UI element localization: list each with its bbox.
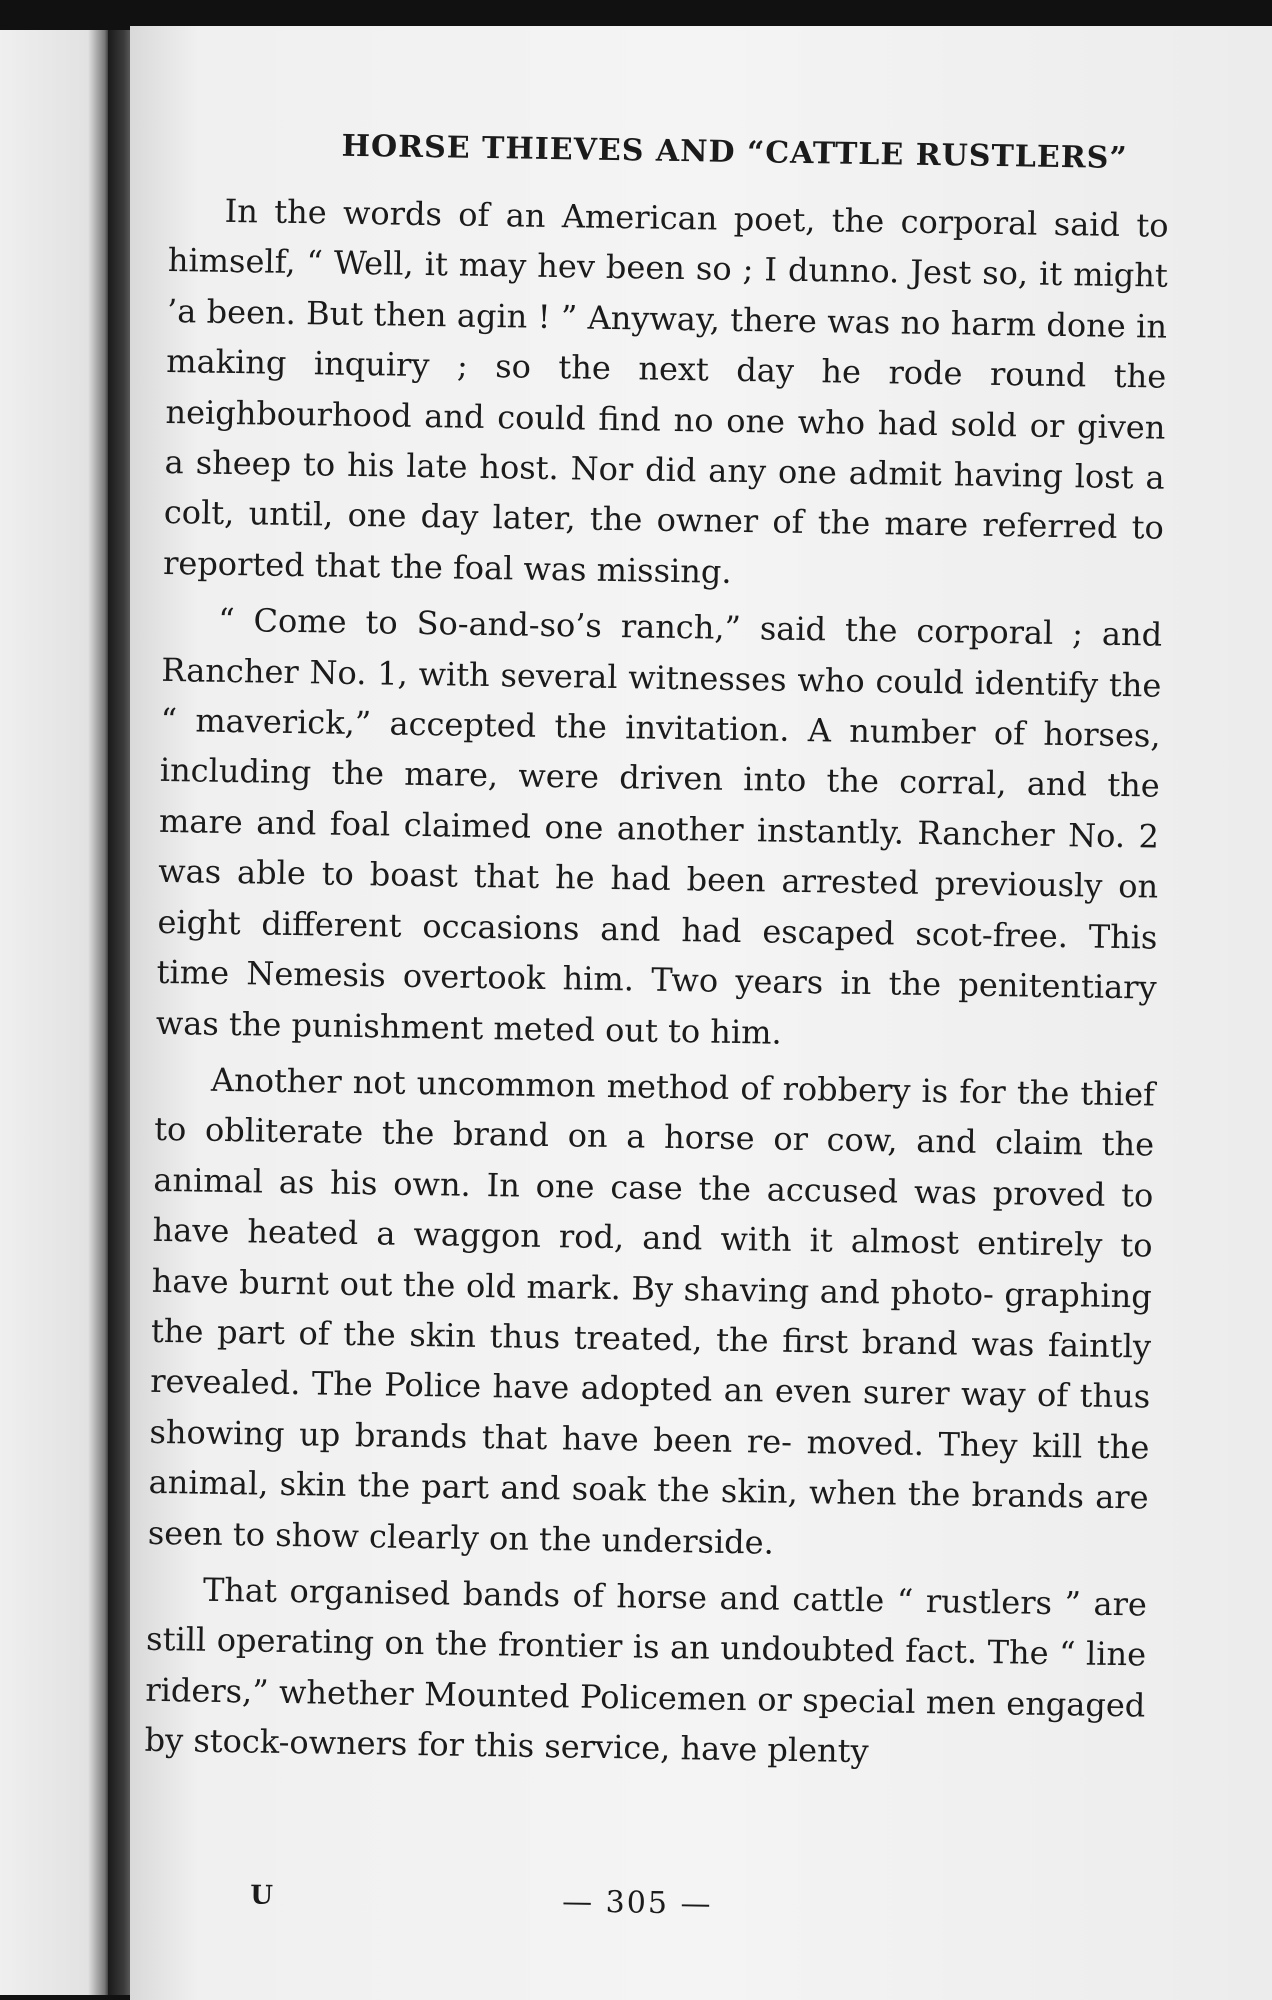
page-content <box>144 126 1170 1922</box>
paragraph: That organised bands of horse and cattle “ rustlers ” are still operating on the frontier is an undoubted fact. The “ line riders,” whether Mounted Policemen or special men engaged by stock-owners for this service, have plenty <box>144 1570 1148 1771</box>
signature-mark: U <box>249 1880 274 1911</box>
paragraph: In the words of an American poet, the corporal said to himself, “ Well, it may hev been so ; I dunno. Jest so, it might ’a been. But then agin ! ” Anyway, there was no harm done in making inquiry ; so the next day he rode round the neighbourhood and could find no one who had sold or given a sheep to his late host. Nor did any one admit having lost a colt, until, one day later, the owner of the mare referred to reported that the foal was missing. <box>162 191 1169 591</box>
facing-page-edge <box>0 30 110 1995</box>
running-head: HORSE THIEVES AND “CATTLE RUSTLERS” <box>341 128 1128 177</box>
paragraph: Another not uncommon method of robbery is for the thief to obliterate the brand on a horse or cow, and claim the animal as his own. In one case the accused was proved to have heated a waggon rod, and with it almost entirely to have burnt out the old mark. By shaving and photo- graphing the part of the skin thus treated, the first brand was faintly revealed. The Police have adopted an even surer way of thus showing up brands that have been re- moved. They kill the animal, skin the part and soak the skin, when the brands are seen to show clearly on the underside. <box>147 1060 1156 1562</box>
book-page <box>130 26 1272 2000</box>
paragraph: “ Come to So-and-so’s ranch,” said the corporal ; and Rancher No. 1, with several witnesses who could identify the “ maverick,” accepted the invitation. A number of horses, including the mare, were driven into the corral, and the mare and foal claimed one another instantly. Rancher No. 2 was able to boast that he had been arrested previously on eight different occasions and had escaped scot-free. This time Nemesis overtook him. Two years in the penitentiary was the punishment meted out to him. <box>155 601 1163 1052</box>
page-number: — 305 — <box>561 1884 713 1922</box>
